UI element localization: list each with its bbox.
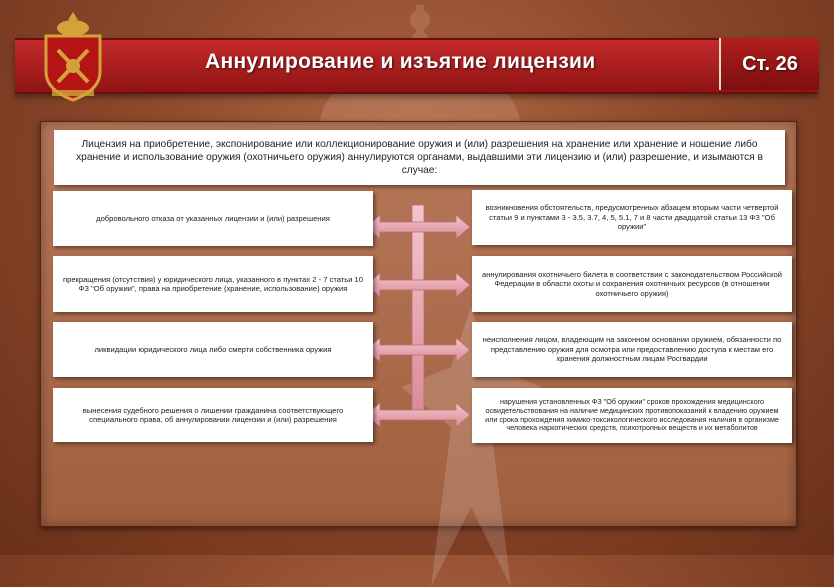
page-title: Аннулирование и изъятие лицензии — [205, 50, 596, 73]
case-card-right-2 — [472, 256, 792, 312]
case-text: добровольного отказа от указанных лицензии и (или) разрешения — [96, 213, 330, 223]
case-card-left-1 — [53, 191, 373, 246]
case-card-right-3 — [472, 322, 792, 377]
connector-arrows-icon — [364, 195, 472, 440]
case-text: прекращения (отсутствия) у юридического лица, указанного в пунктах 2 - 7 статьи 10 ФЗ "Об оружии", права на приобретение (хранение, использование) оружия — [62, 274, 364, 293]
case-text: возникновения обстоятельств, предусмотренных абзацем вторым части четвертой статьи 9 и пунктами 3 - 3.5, 3.7, 4, 5, 5.1, 7 и 8 части двадцатой статьи 13 ФЗ "Об оружии" — [485, 203, 779, 232]
case-text: неисполнения лицом, владеющим на законном основании оружием, обязанности по представлению оружия для осмотра или предоставлению доступа к местам его хранения должностным лицам Росгвардии — [482, 335, 782, 364]
case-card-right-1 — [472, 190, 792, 245]
case-card-left-2 — [53, 256, 373, 312]
article-label: Ст. 26 — [742, 52, 798, 75]
intro-text-card — [54, 130, 785, 185]
article-badge — [719, 38, 819, 90]
case-card-left-3 — [53, 322, 373, 377]
intro-text: Лицензия на приобретение, экспонирование или коллекционирование оружия и (или) разрешения на хранение или хранение и ношение либо хранение и использование оружия (охотничьего оружия) аннулируются органами, выдавшими эти лицензию и (или) разрешение, и изымаются в случае: — [76, 139, 763, 176]
rosgvardia-emblem-icon — [38, 10, 108, 102]
case-card-left-4 — [53, 388, 373, 442]
case-text: вынесения судебного решения о лишении гражданина соответствующего специального права, об аннулировании лицензии и (или) разрешения — [82, 405, 344, 424]
case-text: нарушения установленных ФЗ "Об оружии" сроков прохождения медицинского освидетельствования на наличие медицинских противопоказаний к владению оружием или срока прохождения химико-токсикологического исследования наличия в организме человека наркотических средств, психотропных веществ и их метаболитов — [485, 396, 779, 433]
case-card-right-4 — [472, 388, 792, 443]
case-text: аннулирования охотничьего билета в соответствии с законодательством Российской Федерации в области охоты и сохранения охотничьих ресурсов (в отношении охотничьего оружия) — [481, 269, 782, 298]
case-text: ликвидации юридического лица либо смерти собственника оружия — [94, 344, 332, 354]
